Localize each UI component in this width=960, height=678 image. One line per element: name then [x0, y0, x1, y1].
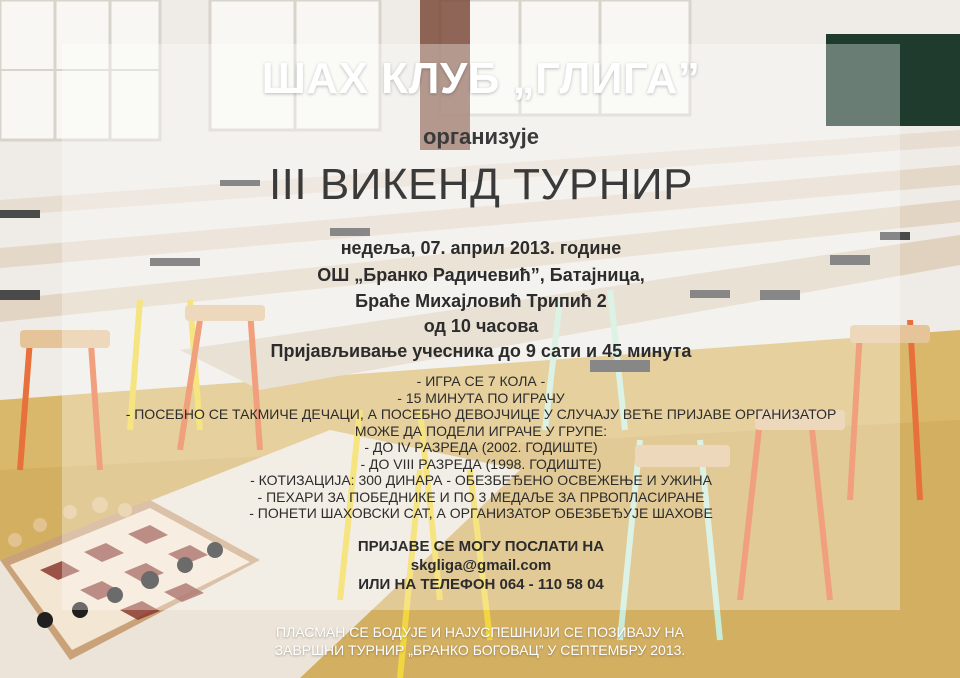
event-time: од 10 часова — [423, 316, 539, 336]
rule-item: - ПЕХАРИ ЗА ПОБЕДНИКЕ И ПО 3 МЕДАЉЕ ЗА ПРВОПЛАСИРАНЕ — [257, 488, 705, 505]
event-date: недеља, 07. април 2013. године — [340, 238, 622, 258]
rule-item: - ДО IV РАЗРЕДА (2002. ГОДИШТЕ) — [364, 439, 598, 455]
rule-item: - ПОСЕБНО СЕ ТАКМИЧЕ ДЕЧАЦИ, А ПОСЕБНО ДЕВОЈЧИЦЕ У СЛУЧАЈУ ВЕЋЕ ПРИЈАВЕ ОРГАНИЗАТОР — [125, 406, 837, 422]
rule-item: - КОТИЗАЦИЈА: 300 ДИНАРА - ОБЕЗБЕЂЕНО ОСВЕЖЕЊЕ И УЖИНА — [250, 472, 712, 488]
rule-item: - ДО VIII РАЗРЕДА (1998. ГОДИШТЕ) — [360, 455, 602, 472]
tournament-title: III ВИКЕНД ТУРНИР — [268, 160, 694, 209]
club-title: ШАХ КЛУБ „ГЛИГА” — [261, 54, 701, 103]
rule-item: - ПОНЕТИ ШАХОВСКИ САТ, А ОРГАНИЗАТОР ОБЕЗБЕЂУЈЕ ШАХОВЕ — [249, 505, 713, 521]
registration-deadline: Пријављивање учесника до 9 сати и 45 минута — [270, 341, 692, 361]
rule-item: МОЖЕ ДА ПОДЕЛИ ИГРАЧЕ У ГРУПЕ: — [354, 422, 608, 439]
rule-item: - ИГРА СЕ 7 КОЛА - — [416, 373, 546, 389]
event-venue: ОШ „Бранко Радичевић”, Батајница, — [317, 265, 645, 285]
footer-line: ПЛАСМАН СЕ БОДУЈЕ И НАЈУСПЕШНИЈИ СЕ ПОЗИВАЈУ НА — [276, 624, 684, 640]
rule-item: - 15 МИНУТА ПО ИГРАЧУ — [397, 389, 565, 406]
event-street: Браће Михајловић Трипић 2 — [355, 291, 607, 311]
contact-email: skgliga@gmail.com — [410, 557, 552, 574]
contact-phone: ИЛИ НА ТЕЛЕФОН 064 - 110 58 04 — [358, 576, 604, 593]
rules-list — [62, 373, 900, 522]
footer-line: ЗАВРШНИ ТУРНИР „БРАНКО БОГОВАЦ” У СЕПТЕМБРУ 2013. — [274, 642, 686, 658]
apply-heading: ПРИЈАВЕ СЕ МОГУ ПОСЛАТИ НА — [357, 538, 605, 555]
organizes-label: организује — [422, 124, 540, 149]
